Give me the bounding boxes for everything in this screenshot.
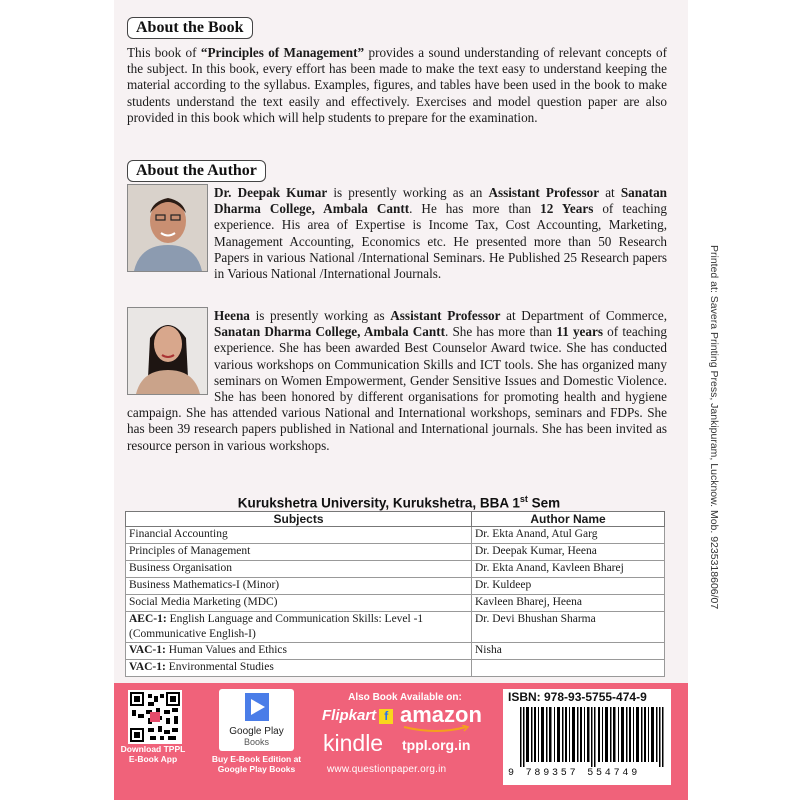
text: . She has more than — [445, 324, 557, 340]
google-play-books-icon — [219, 689, 294, 725]
kindle-logo[interactable]: kindle — [323, 730, 384, 756]
text: Principles of Management — [129, 545, 251, 557]
about-book-heading: About the Book — [127, 17, 253, 39]
author-cell: Kavleen Bharej, Heena — [472, 595, 665, 612]
text: Sanatan Dharma College, Ambala Cantt — [214, 324, 445, 340]
google-play-sub: Books — [243, 737, 269, 747]
text: provides a sound understanding of relevant concepts of the subject. In this book, every effort has been made to make the text easy to understand keeping the material according to the syllabus. Examples, figures, and tables have been used in the book to make students understand the text easily and effectively. Exercises and model question paper are also provided in this book which will help students to prepare for the examination. — [127, 45, 667, 125]
google-play-label: Google Play — [229, 726, 284, 737]
author-cell: Nisha — [472, 643, 665, 660]
text: . He has more than — [409, 201, 541, 217]
table-row — [126, 578, 665, 595]
text: Human Values and Ethics — [165, 644, 287, 656]
text: is presently working as — [249, 308, 391, 323]
books-table — [125, 511, 665, 677]
barcode-icon — [520, 707, 665, 767]
text: st — [519, 494, 528, 504]
text: Assistant Professor — [390, 308, 501, 323]
photo-spacer — [127, 308, 214, 394]
book-title: “Principles of Management” — [200, 45, 365, 60]
subject-cell — [126, 561, 472, 578]
text: Sanatan Dharma College, Ambala Cantt — [214, 185, 668, 217]
text: VAC-1: — [129, 644, 166, 656]
text: Business Organisation — [129, 562, 232, 574]
qr-caption: Download TPPL E-Book App — [120, 744, 186, 764]
text: Environmental Studies — [165, 661, 274, 673]
printer-info: Printed at: Savera Printing Press, Jankipuram, Lucknow. Mob. 9235318606/07 — [708, 245, 720, 610]
subject-cell — [126, 660, 472, 677]
text: of teaching experience. His area of Expertise is Income Tax, Cost Accounting, Marketing, Management Accounting, Economics etc. He presented more than 50 Research Papers in various National /International Seminars. He Published 25 Research papers in Various National /International Journals. — [214, 201, 667, 282]
person-photo-icon — [128, 185, 207, 271]
isbn-label: ISBN: 978-93-5755-474-9 — [508, 690, 647, 704]
author-cell: Dr. Ekta Anand, Kavleen Bharej — [472, 561, 665, 578]
tppl-website-link[interactable]: tppl.org.in — [402, 737, 471, 753]
text: Assistant Professor — [488, 185, 600, 200]
table-row — [126, 544, 665, 561]
text: English Language and Communication Skills: Level -1 (Communicative English-I) — [129, 613, 424, 640]
text: Financial Accounting — [129, 528, 228, 540]
qr-code-icon — [130, 692, 180, 742]
amazon-logo[interactable]: amazon — [400, 702, 482, 727]
table-row — [126, 527, 665, 544]
subject-cell — [126, 595, 472, 612]
barcode-number: 9 789357 554749 — [508, 768, 641, 779]
subject-cell — [126, 544, 472, 561]
text: of teaching experience. She has been awarded Best Counselor Award twice. She has conducted various workshops on Communication Skills and ICT tools. She has organized many seminars on Women Empowerment, Gender Sensitive Issues and Domestic Violence. She has been honored by different organisations for promoting health and hygiene campaign. She has attended various National and International workshops, seminars and FDPs. She has been 39 research papers published in National and International journals. She has been invited as resource person in various workshops. — [127, 324, 667, 453]
author-cell — [472, 660, 665, 677]
text: at Department of Commerce, — [500, 308, 668, 323]
author-cell: Dr. Deepak Kumar, Heena — [472, 544, 665, 561]
subject-cell — [126, 643, 472, 660]
author-bio-deepak — [214, 185, 667, 282]
flipkart-logo[interactable] — [322, 707, 393, 724]
text: Sem — [527, 495, 561, 511]
university-title — [125, 494, 673, 511]
about-author-heading: About the Author — [127, 160, 266, 182]
author-photo-deepak — [127, 184, 208, 272]
text: VAC-1: — [129, 661, 166, 673]
author-name: Dr. Deepak Kumar — [214, 185, 328, 200]
author-name: Heena — [214, 308, 250, 323]
text: is presently working as an — [327, 185, 489, 200]
qr-code[interactable] — [128, 690, 182, 744]
google-play-caption: Buy E-Book Edition at Google Play Books — [211, 754, 302, 774]
text: AEC-1: — [129, 613, 167, 625]
subject-cell — [126, 612, 472, 643]
questionpaper-website-link[interactable]: www.questionpaper.org.in — [327, 764, 447, 775]
table-header-row — [126, 512, 665, 527]
subject-cell — [126, 578, 472, 595]
table-row — [126, 660, 665, 677]
flipkart-bag-icon: f — [379, 709, 393, 724]
table-row — [126, 612, 665, 643]
table-row — [126, 561, 665, 578]
amazon-smile-icon — [402, 725, 472, 733]
text: Flipkart — [322, 707, 377, 724]
text: Business Mathematics-I (Minor) — [129, 579, 280, 591]
google-play-books-badge[interactable] — [219, 689, 294, 751]
author-cell: Dr. Ekta Anand, Atul Garg — [472, 527, 665, 544]
text: Social Media Marketing (MDC) — [129, 596, 278, 608]
text: Kurukshetra University, Kurukshetra, BBA 1 — [237, 495, 520, 511]
table-row — [126, 595, 665, 612]
subject-cell — [126, 527, 472, 544]
author-bio-heena — [127, 308, 667, 454]
text: at — [599, 185, 621, 200]
available-on-label: Also Book Available on: — [348, 692, 462, 703]
about-book-text — [127, 45, 667, 126]
text: 12 Years — [540, 201, 594, 217]
text: This book of — [127, 45, 201, 60]
author-cell: Dr. Kuldeep — [472, 578, 665, 595]
column-header-author: Author Name — [472, 512, 665, 527]
table-row — [126, 643, 665, 660]
column-header-subjects: Subjects — [126, 512, 472, 527]
text: 11 years — [556, 324, 603, 340]
author-cell: Dr. Devi Bhushan Sharma — [472, 612, 665, 643]
